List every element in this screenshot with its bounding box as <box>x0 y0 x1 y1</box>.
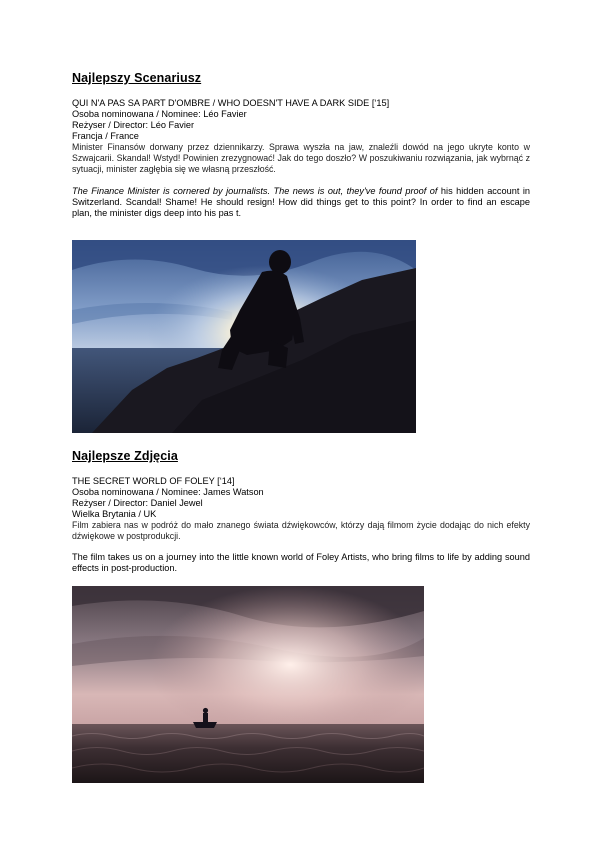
section2-description-pl: Film zabiera nas w podróż do mało znanego świata dźwiękowców, którzy dają filmom życie dodając do nich efekty dźwiękowe w postprodukcji. <box>72 520 530 541</box>
section2-description-en: The film takes us on a journey into the little known world of Foley Artists, who bring films to life by adding sound effects in post-production. <box>72 552 530 573</box>
section1-heading: Najlepszy Scenariusz <box>72 71 202 85</box>
section1-film-title: QUI N'A PAS SA PART D'OMBRE / WHO DOESN'T HAVE A DARK SIDE [‘15] <box>72 98 390 108</box>
section2-director: Reżyser / Director: Daniel Jewel <box>72 498 203 508</box>
still-photo-climber <box>72 240 416 433</box>
section1-country: Francja / France <box>72 131 139 141</box>
section2-country: Wielka Brytania / UK <box>72 509 157 519</box>
section1-description-en-rest: his hidden account in Switzerland. Scandal! Shame! He should resign! How did things get to this point? In order to find an escape plan, the minister digs deep into his pas t. <box>72 186 531 218</box>
section1-nominee: Osoba nominowana / Nominee: Léo Favier <box>72 109 247 119</box>
section2-film-title: THE SECRET WORLD OF FOLEY [‘14] <box>72 476 235 486</box>
section1-description-en <box>72 186 530 219</box>
section1-description-en-italic: The Finance Minister is cornered by journalists. The news is out, they've found proof of <box>72 186 438 196</box>
section2-heading: Najlepsze Zdjęcia <box>72 449 178 463</box>
still-photo-sea-boat <box>72 586 424 783</box>
section2-nominee: Osoba nominowana / Nominee: James Watson <box>72 487 264 497</box>
section1-description-pl: Minister Finansów dorwany przez dziennikarzy. Sprawa wyszła na jaw, znaleźli dowód na jego ukryte konto w Szwajcarii. Skandal! Wstyd! Powinien zrezygnować! Jak do tego doszło? W poszukiwaniu rozwiązania, jak wybrnąć z sytuacji, minister zagłębia się we własną przeszłość. <box>72 142 530 174</box>
section1-director: Reżyser / Director: Léo Favier <box>72 120 195 130</box>
